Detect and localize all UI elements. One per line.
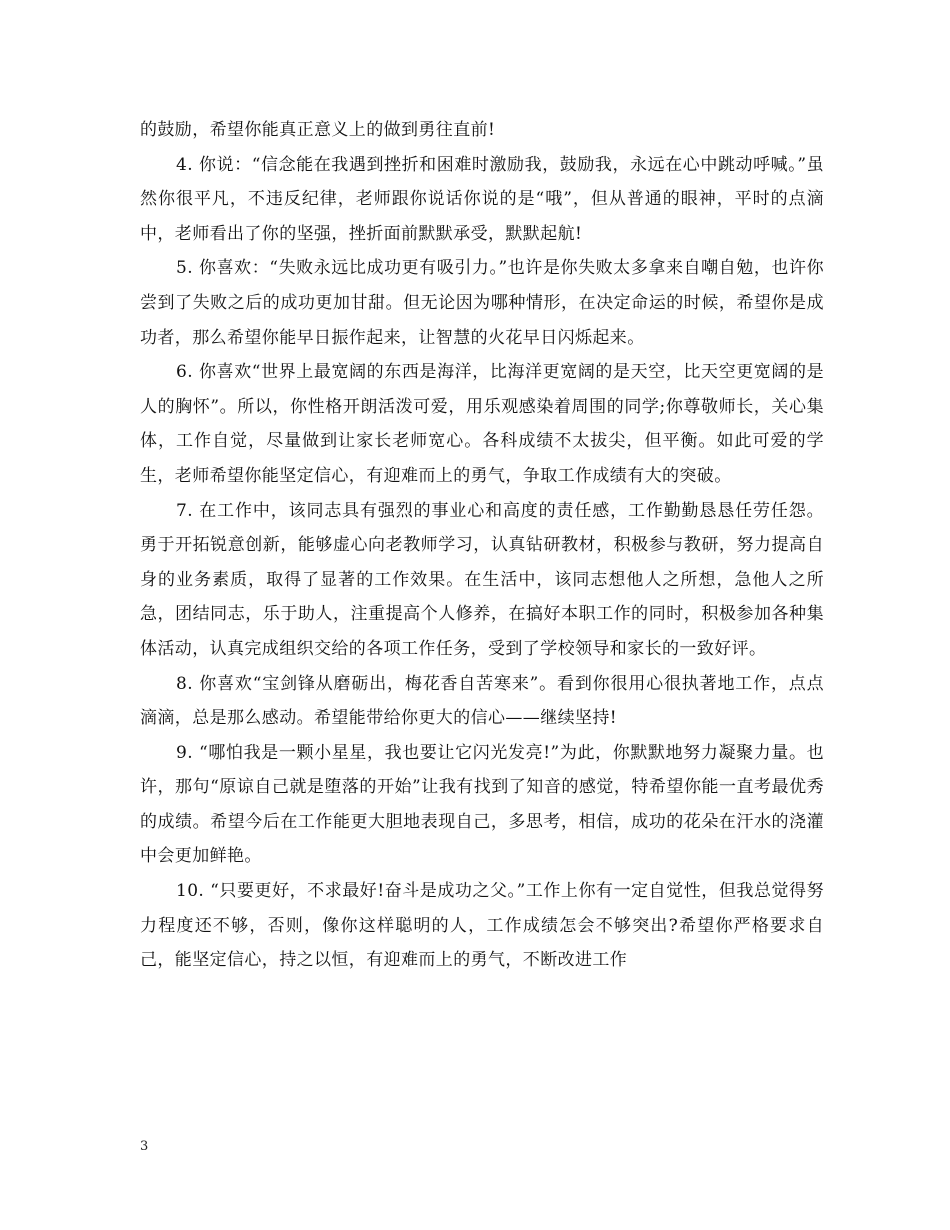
paragraph-item-5: 5. 你喜欢：“失败永远比成功更有吸引力。”也许是你失败太多拿来自嘲自勉，也许你尝到了失败之后的成功更加甘甜。但无论因为哪种情形，在决定命运的时候，希望你是成功者，那么希望你能早日振作起来，让智慧的火花早日闪烁起来。 xyxy=(140,258,824,348)
paragraph-item-6: 6. 你喜欢“世界上最宽阔的东西是海洋，比海洋更宽阔的是天空，比天空更宽阔的是人的胸怀”。所以，你性格开朗活泼可爱，用乐观感染着周围的同学;你尊敬师长，关心集体，工作自觉，尽量做到让家长老师宽心。各科成绩不太拔尖，但平衡。如此可爱的学生，老师希望你能坚定信心，有迎难而上的勇气，争取工作成绩有大的突破。 xyxy=(140,362,824,486)
paragraph-item-8: 8. 你喜欢“宝剑锋从磨砺出，梅花香自苦寒来”。看到你很用心很执著地工作，点点滴滴，总是那么感动。希望能带给你更大的信心——继续坚持! xyxy=(140,673,824,729)
paragraph-item-7: 7. 在工作中，该同志具有强烈的事业心和高度的责任感，工作勤勤恳恳任劳任怨。勇于开拓锐意创新，能够虚心向老教师学习，认真钻研教材，积极参与教研，努力提高自身的业务素质，取得了显著的工作效果。在生活中，该同志想他人之所想，急他人之所急，团结同志，乐于助人，注重提高个人修养，在搞好本职工作的同时，积极参加各种集体活动，认真完成组织交给的各项工作任务，受到了学校领导和家长的一致好评。 xyxy=(140,500,824,659)
paragraph-continuation: 的鼓励，希望你能真正意义上的做到勇往直前! xyxy=(140,120,496,140)
paragraph-item-4: 4. 你说：“信念能在我遇到挫折和困难时激励我，鼓励我，永远在心中跳动呼喊。”虽然你很平凡，不违反纪律，老师跟你说话你说的是“哦”，但从普通的眼神，平时的点滴中，老师看出了你的坚强，挫折面前默默承受，默默起航! xyxy=(140,154,824,244)
page-number: 3 xyxy=(140,1139,149,1154)
paragraph-item-9: 9. “哪怕我是一颗小星星，我也要让它闪光发亮!”为此，你默默地努力凝聚力量。也许，那句“原谅自己就是堕落的开始”让我有找到了知音的感觉，特希望你能一直考最优秀的成绩。希望今后在工作能更大胆地表现自己，多思考，相信，成功的花朵在汗水的浇灌中会更加鲜艳。 xyxy=(140,742,824,867)
paragraph-item-10: 10. “只要更好，不求最好!奋斗是成功之父。”工作上你有一定自觉性，但我总觉得努力程度还不够，否则，像你这样聪明的人，工作成绩怎会不够突出?希望你严格要求自己，能坚定信心，持之以恒，有迎难而上的勇气，不断改进工作 xyxy=(140,881,824,971)
document-body xyxy=(140,113,824,978)
